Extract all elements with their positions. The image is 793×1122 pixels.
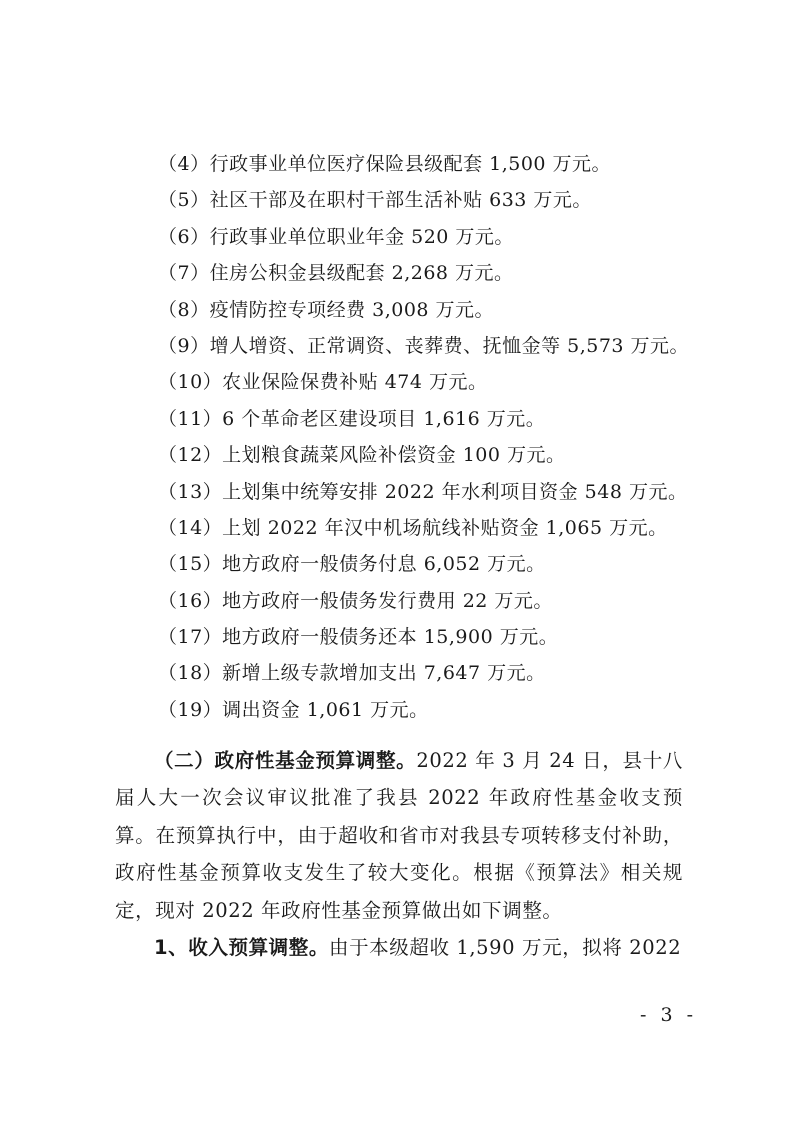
list-item: （4）行政事业单位医疗保险县级配套 1,500 万元。 xyxy=(158,153,612,175)
fund-budget-paragraph xyxy=(115,742,683,929)
list-item: （12）上划粮食蔬菜风险补偿资金 100 万元。 xyxy=(158,444,566,467)
section-body: 2022 年 3 月 24 日，县十八届人大一次会议审议批准了我县 2022 年政府性基金收支预算。在预算执行中，由于超收和省市对我县专项转移支付补助，政府性基金预算收支发生了较大变化。根据《预算法》相关规定，现对 2022 年政府性基金预算做出如下调整。 xyxy=(115,749,683,922)
list-item: （13）上划集中统筹安排 2022 年水利项目资金 548 万元。 xyxy=(158,480,688,503)
list-item: （11）6 个革命老区建设项目 1,616 万元。 xyxy=(158,407,546,430)
revenue-adjustment-paragraph xyxy=(115,929,683,966)
list-item: （6）行政事业单位职业年金 520 万元。 xyxy=(158,225,514,248)
list-item: （17）地方政府一般债务还本 15,900 万元。 xyxy=(158,626,559,649)
list-item: （19）调出资金 1,061 万元。 xyxy=(158,698,429,721)
list-item: （14）上划 2022 年汉中机场航线补贴资金 1,065 万元。 xyxy=(158,516,668,539)
section-heading: （二）政府性基金预算调整。 xyxy=(154,749,417,772)
subsection-heading: 1、收入预算调整。 xyxy=(154,936,329,959)
list-item: （16）地方政府一般债务发行费用 22 万元。 xyxy=(158,589,553,612)
list-item: （7）住房公积金县级配套 2,268 万元。 xyxy=(158,262,514,285)
list-item: （18）新增上级专款增加支出 7,647 万元。 xyxy=(158,662,546,685)
list-item: （8）疫情防控专项经费 3,008 万元。 xyxy=(158,298,495,321)
list-item: （10）农业保险保费补贴 474 万元。 xyxy=(158,371,488,394)
list-item: （15）地方政府一般债务付息 6,052 万元。 xyxy=(158,553,546,576)
list-item: （5）社区干部及在职村干部生活补贴 633 万元。 xyxy=(158,189,592,212)
list-item: （9）增人增资、正常调资、丧葬费、抚恤金等 5,573 万元。 xyxy=(158,334,690,357)
expenditure-list xyxy=(158,146,689,728)
page-number: - 3 - xyxy=(640,1004,698,1026)
subsection-body: 由于本级超收 1,590 万元，拟将 2022 xyxy=(328,936,682,959)
